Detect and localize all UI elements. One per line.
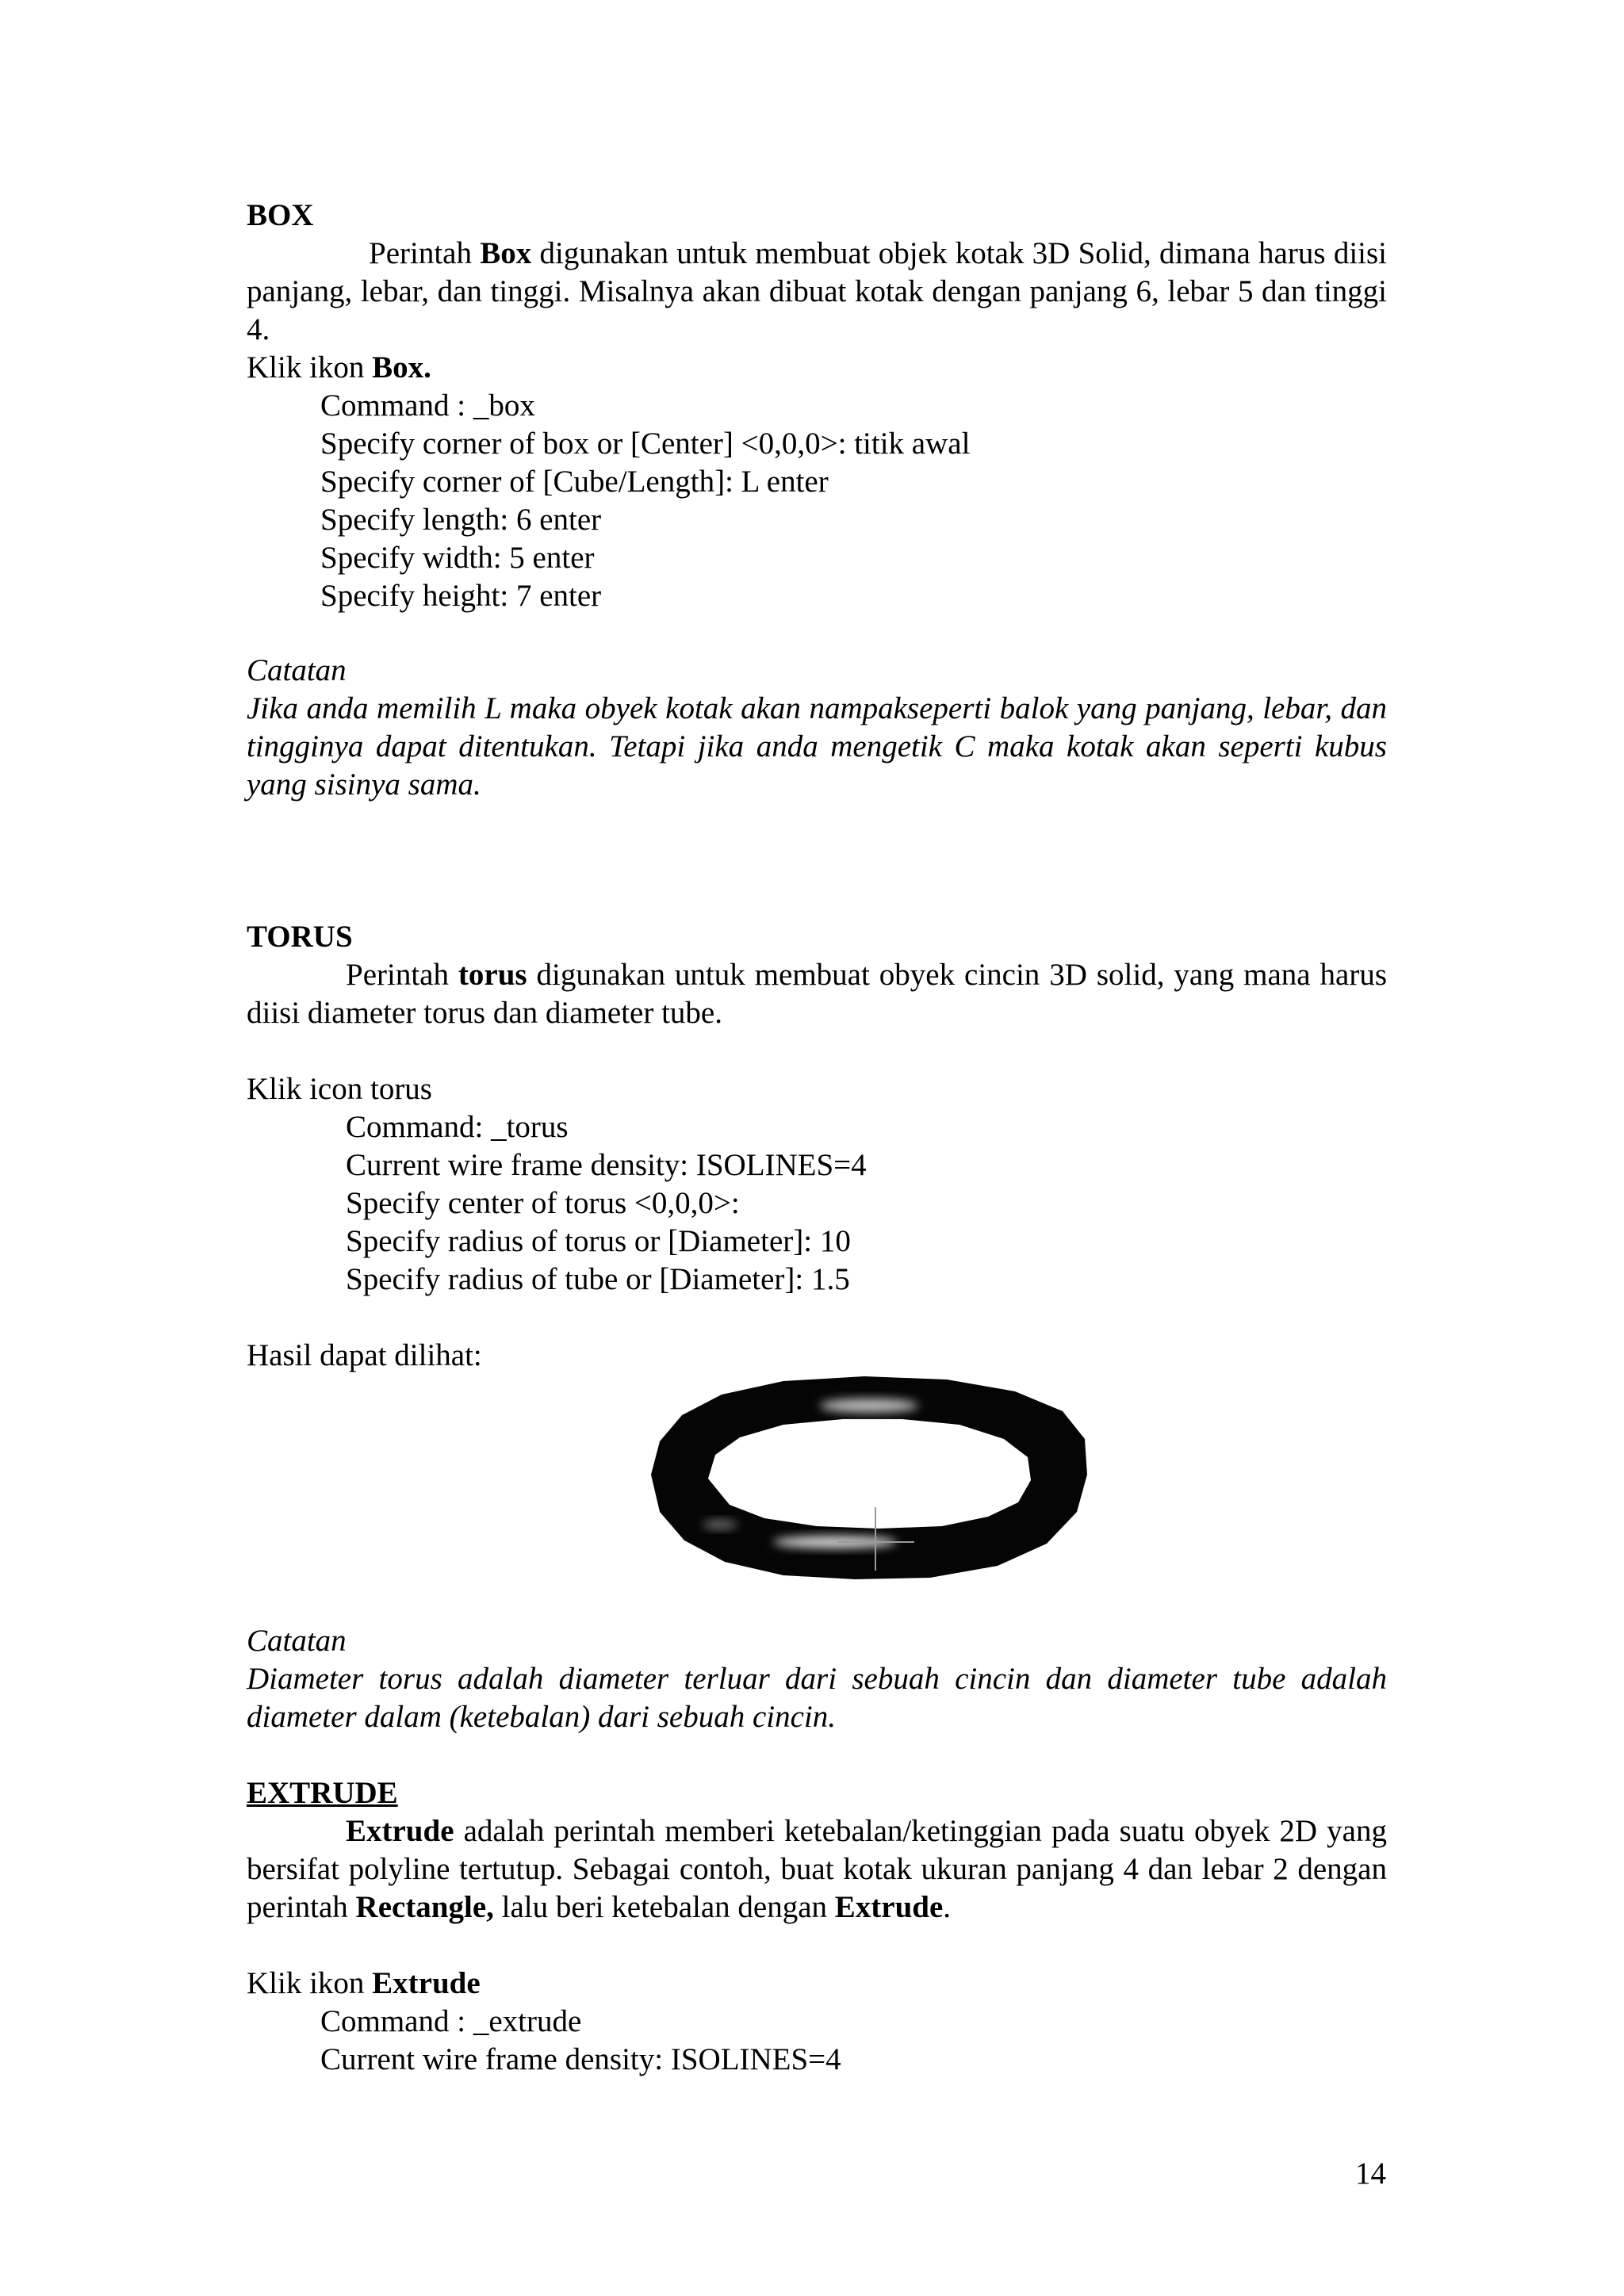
- torus-3d-image: [649, 1376, 1090, 1580]
- command-line: Specify width: 5 enter: [320, 541, 595, 575]
- command-line: Command: _torus: [346, 1110, 569, 1144]
- torus-highlight-left: [703, 1520, 737, 1529]
- command-line: Specify length: 6 enter: [320, 503, 602, 537]
- torus-result-label: Hasil dapat dilihat:: [247, 1338, 482, 1372]
- extrude-command-list: [320, 2003, 841, 2079]
- command-line: Current wire frame density: ISOLINES=4: [346, 1148, 867, 1182]
- extrude-paragraph: Extrude adalah perintah memberi ketebalan/ketinggian pada suatu obyek 2D yang bersifat polyline tertutup. Sebagai contoh, buat kotak ukuran panjang 4 dan lebar 2 dengan perintah Rectangle, lalu beri ketebalan dengan Extrude.: [247, 1814, 1387, 1924]
- torus-command-list: [346, 1108, 867, 1299]
- command-line: Command : _box: [320, 388, 535, 423]
- box-note-title: Catatan: [247, 653, 347, 687]
- torus-note-text: Diameter torus adalah diameter terluar dari sebuah cincin dan diameter tube adalah diameter dalam (ketebalan) dari sebuah cincin.: [247, 1662, 1387, 1734]
- command-line: Specify height: 7 enter: [320, 579, 602, 613]
- torus-note-title: Catatan: [247, 1624, 347, 1658]
- box-heading: BOX: [247, 198, 314, 232]
- page-number: 14: [1355, 2156, 1386, 2191]
- command-line: Command : _extrude: [320, 2004, 582, 2038]
- box-command-list: [320, 387, 970, 615]
- box-click-instruction: Klik ikon Box.: [247, 350, 431, 385]
- torus-heading: TORUS: [247, 920, 353, 954]
- extrude-heading: EXTRUDE: [247, 1776, 398, 1810]
- box-paragraph: Perintah Box digunakan untuk membuat objek kotak 3D Solid, dimana harus diisi panjang, lebar, dan tinggi. Misalnya akan dibuat kotak dengan panjang 6, lebar 5 dan tinggi 4.: [247, 236, 1387, 346]
- command-line: Current wire frame density: ISOLINES=4: [320, 2042, 841, 2076]
- command-line: Specify radius of tube or [Diameter]: 1.5: [346, 1262, 850, 1296]
- command-line: Specify center of torus <0,0,0>:: [346, 1186, 740, 1220]
- command-line: Specify corner of [Cube/Length]: L enter: [320, 465, 829, 499]
- torus-click-instruction: Klik icon torus: [247, 1072, 432, 1106]
- command-line: Specify corner of box or [Center] <0,0,0>: titik awal: [320, 427, 971, 461]
- command-line: Specify radius of torus or [Diameter]: 10: [346, 1224, 851, 1258]
- extrude-click-instruction: Klik ikon Extrude: [247, 1966, 481, 2000]
- torus-paragraph: Perintah torus digunakan untuk membuat obyek cincin 3D solid, yang mana harus diisi diameter torus dan diameter tube.: [247, 958, 1388, 1030]
- torus-highlight-top: [820, 1399, 918, 1413]
- box-note-text: Jika anda memilih L maka obyek kotak akan nampakseperti balok yang panjang, lebar, dan tingginya dapat ditentukan. Tetapi jika anda mengetik C maka kotak akan seperti kubus yang sisinya sama.: [247, 691, 1387, 802]
